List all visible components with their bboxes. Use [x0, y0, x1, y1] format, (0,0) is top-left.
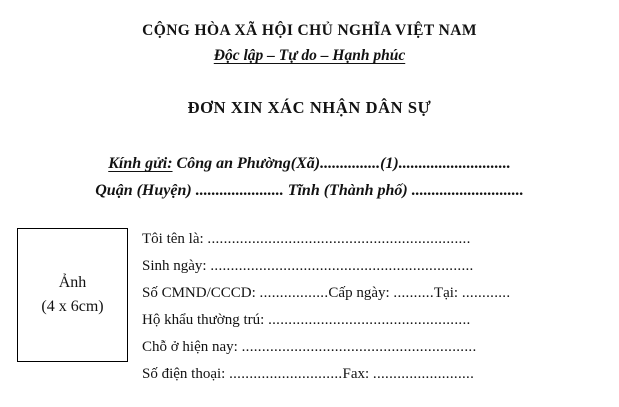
recipient-line-1	[0, 150, 619, 177]
national-motto	[0, 47, 619, 65]
national-motto-text: Độc lập – Tự do – Hạnh phúc	[213, 47, 406, 64]
form-line-id-number	[142, 280, 510, 307]
photo-label: Ảnh	[58, 274, 87, 291]
field-label-fax: Fax:	[342, 366, 373, 382]
form-fields	[142, 226, 510, 388]
dotted-fill-issue-place: ............	[461, 285, 511, 301]
photo-box	[17, 228, 128, 362]
dotted-fill-fullname: .................................................................	[207, 231, 471, 247]
dotted-fill-permanent-address: ..................................................	[268, 312, 471, 328]
field-label-current-address: Chỗ ở hiện nay:	[142, 339, 242, 355]
dotted-fill-current-address: ..........................................................	[241, 339, 477, 355]
field-label-permanent-address: Hộ khẩu thường trú:	[142, 312, 269, 328]
dotted-fill-fax: .........................	[372, 366, 475, 382]
document-title: ĐƠN XIN XÁC NHẬN DÂN SỰ	[187, 98, 432, 117]
form-line-dob	[142, 253, 510, 280]
field-label-issue-date: Cấp ngày:	[328, 285, 394, 301]
field-label-issue-place: Tại:	[433, 285, 462, 301]
form-line-permanent-address	[142, 307, 510, 334]
dotted-fill-issue-date: ..........	[393, 285, 434, 301]
recipient-line-2: Quận (Huyện) ...................... Tĩnh (Thành phố) ............................	[95, 182, 524, 199]
dotted-fill-phone: ............................	[229, 366, 343, 382]
photo-size-label: (4 x 6cm)	[41, 298, 104, 315]
form-line-current-address	[142, 334, 510, 361]
national-title: CỘNG HÒA XÃ HỘI CHỦ NGHĨA VIỆT NAM	[142, 22, 477, 39]
dotted-fill-dob: .................................................................	[210, 258, 474, 274]
dotted-fill-id-number: .................	[259, 285, 329, 301]
field-label-id-number: Số CMND/CCCD:	[142, 285, 260, 301]
salutation-label: Kính gửi:	[108, 155, 173, 172]
form-line-phone	[142, 361, 510, 388]
field-label-dob: Sinh ngày:	[142, 258, 211, 274]
field-label-fullname: Tôi tên là:	[142, 231, 208, 247]
form-line-fullname	[142, 226, 510, 253]
recipient-section	[0, 150, 619, 204]
field-label-phone: Số điện thoại:	[142, 366, 230, 382]
recipient-authority-text: Công an Phường(Xã)...............(1)............................	[172, 155, 511, 172]
